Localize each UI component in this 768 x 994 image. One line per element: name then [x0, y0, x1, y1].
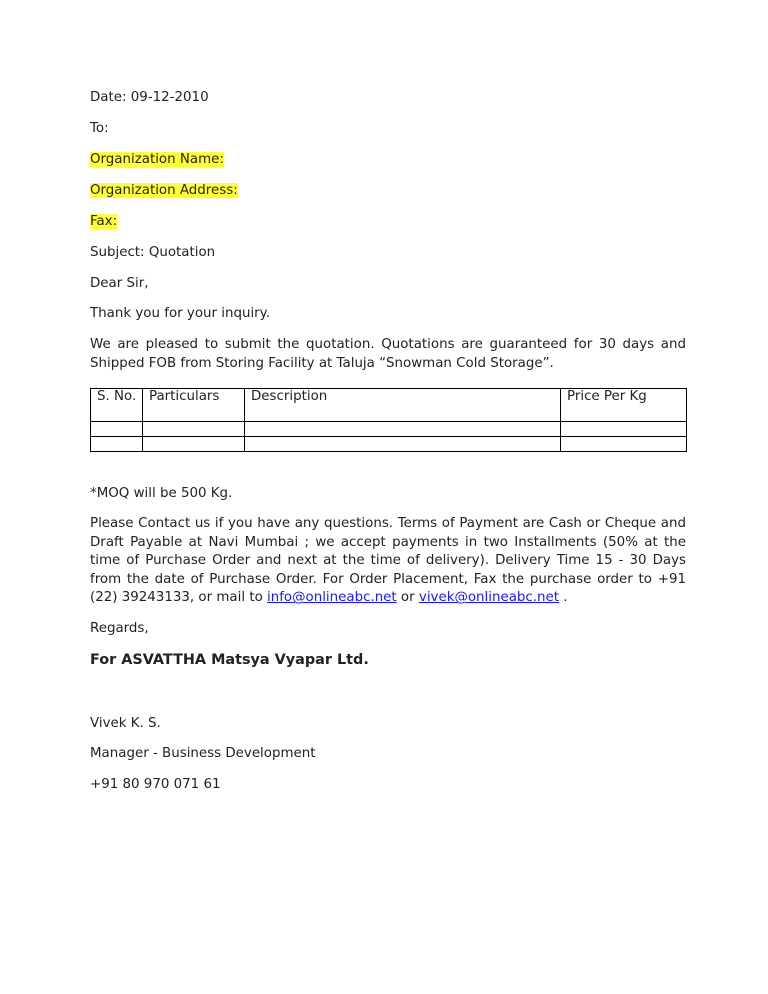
table-cell[interactable]: [561, 422, 687, 437]
regards-line: Regards,: [90, 621, 149, 636]
table-row: [91, 437, 687, 452]
to-line: To:: [90, 121, 109, 136]
table-cell[interactable]: [143, 422, 245, 437]
table-cell[interactable]: [245, 422, 561, 437]
column-header-price: Price Per Kg: [561, 389, 687, 422]
signatory-designation: Manager - Business Development: [90, 746, 316, 761]
intro-paragraph: We are pleased to submit the quotation. Quotations are guaranteed for 30 days and Shipped FOB from Storing Facility at Taluja “Snowman Cold Storage”.: [90, 337, 686, 371]
quotation-table: [90, 388, 687, 452]
column-header-description: Description: [245, 389, 561, 422]
email-link-info[interactable]: info@onlineabc.net: [267, 590, 397, 606]
greeting-line: Dear Sir,: [90, 276, 149, 291]
email-link-vivek[interactable]: vivek@onlineabc.net: [418, 590, 559, 606]
organization-name-line: [90, 150, 224, 169]
column-header-sno: S. No.: [91, 389, 143, 422]
table-row: [91, 422, 687, 437]
fax-line: [90, 212, 117, 231]
end-text: .: [559, 590, 568, 606]
thanks-line: Thank you for your inquiry.: [90, 306, 270, 321]
contact-paragraph: [90, 515, 686, 608]
table-cell[interactable]: [561, 437, 687, 452]
organization-name-label: Organization Name:: [90, 152, 224, 167]
quotation-table-wrapper: [90, 388, 687, 452]
organization-address-line: [90, 181, 238, 200]
contact-text: Please Contact us if you have any questions. Terms of Payment are Cash or Cheque and Draft Payable at Navi Mumbai ; we accept payments in two Installments (50% at the time of Purchase Order and next at the time of delivery). Delivery Time 15 - 30 Days from the date of Purchase Order. For Order Placement, Fax the purchase order to +91 (22) 39243133, or mail to: [90, 516, 686, 606]
table-cell[interactable]: [245, 437, 561, 452]
column-header-particulars: Particulars: [143, 389, 245, 422]
signatory-phone: +91 80 970 071 61: [90, 777, 221, 792]
fax-label: Fax:: [90, 214, 118, 229]
organization-address-label: Organization Address:: [90, 183, 238, 198]
or-text: or: [396, 590, 419, 606]
signatory-name: Vivek K. S.: [90, 716, 161, 731]
company-signature: For ASVATTHA Matsya Vyapar Ltd.: [90, 652, 369, 668]
table-cell[interactable]: [91, 437, 143, 452]
date-line: Date: 09-12-2010: [90, 90, 209, 105]
table-cell[interactable]: [143, 437, 245, 452]
moq-line: *MOQ will be 500 Kg.: [90, 486, 233, 501]
table-header-row: [91, 389, 687, 422]
subject-line: Subject: Quotation: [90, 245, 216, 260]
table-cell[interactable]: [91, 422, 143, 437]
